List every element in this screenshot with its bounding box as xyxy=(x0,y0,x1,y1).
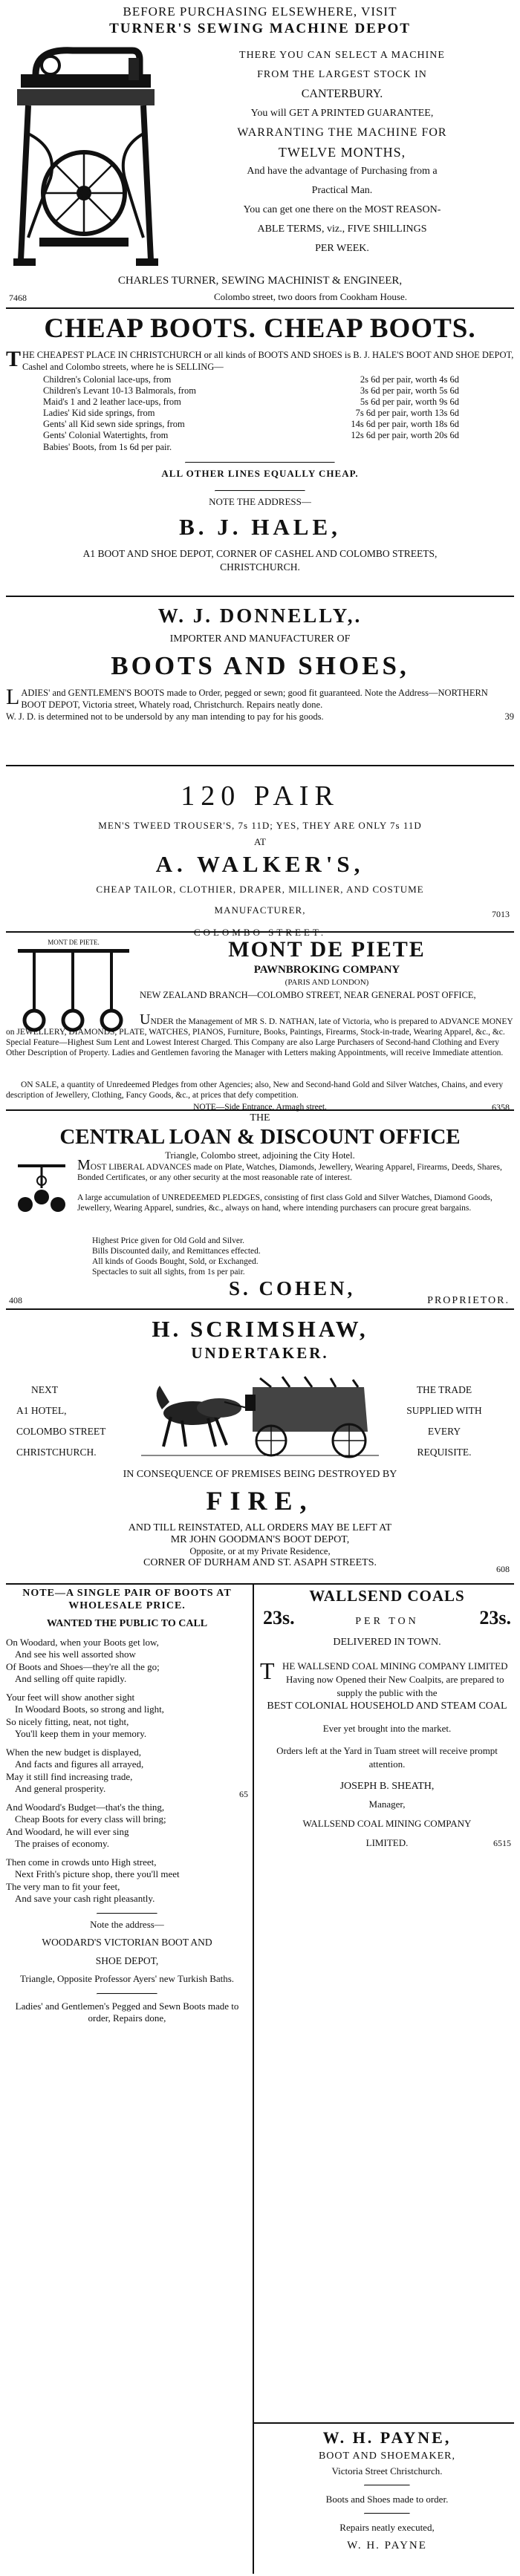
turner-line: Practical Man. xyxy=(311,185,373,196)
sewing-machine-illustration xyxy=(6,45,162,275)
payne-advert xyxy=(260,2428,514,2569)
price-row xyxy=(43,408,459,419)
cohen-ref: 408 xyxy=(9,1295,22,1305)
turner-line: WARRANTING THE MACHINE FOR xyxy=(237,126,447,139)
cohen-list xyxy=(92,1236,508,1277)
verse-line: Your feet will show another sight xyxy=(6,1691,135,1703)
verse-line: And save your cash right pleasantly. xyxy=(15,1893,155,1904)
scrimshaw-line-3: Opposite, or at my Private Residence, xyxy=(189,1546,331,1556)
donnelly-headline: BOOTS AND SHOES, xyxy=(111,651,409,680)
short-rule xyxy=(364,2485,410,2486)
turner-line: TWELVE MONTHS, xyxy=(278,145,406,160)
cohen-emblem xyxy=(10,1158,73,1218)
woodard-wanted: WANTED THE PUBLIC TO CALL xyxy=(46,1618,208,1629)
short-rule xyxy=(97,1993,157,1995)
woodard-name-2: SHOE DEPOT, xyxy=(95,1954,159,1966)
piete-dropcap: U xyxy=(140,1011,151,1028)
scrimshaw-right xyxy=(385,1380,504,1463)
cohen-line: All kinds of Goods Bought, Sold, or Exchanged. xyxy=(92,1257,259,1266)
turner-advert xyxy=(6,3,514,306)
price-value: 2s 6d per pair, worth 4s 6d xyxy=(360,374,459,385)
verse-line: In Woodard Boots, so strong and light, xyxy=(15,1703,164,1715)
turner-line: FROM THE LARGEST STOCK IN xyxy=(257,69,427,80)
piete-note: NOTE—Side Entrance, Armagh street. xyxy=(193,1103,327,1112)
walker-advert xyxy=(6,769,514,938)
divider xyxy=(6,1308,514,1310)
wallsend-limited: LIMITED. xyxy=(365,1837,409,1848)
cohen-title: PROPRIETOR. xyxy=(427,1295,510,1306)
turner-address: Colombo street, two doors from Cookham House. xyxy=(214,291,407,302)
scrimshaw-line-4: CORNER OF DURHAM AND ST. ASAPH STREETS. xyxy=(143,1557,377,1568)
wallsend-company: WALLSEND COAL MINING COMPANY xyxy=(302,1818,472,1829)
short-rule xyxy=(364,2513,410,2514)
price-value: 12s 6d per pair, worth 20s 6d xyxy=(351,430,459,440)
scrimshaw-left xyxy=(16,1380,105,1463)
walker-ref: 7013 xyxy=(492,909,510,919)
piete-paren: (PARIS AND LONDON) xyxy=(285,978,369,987)
scrimshaw-right-line: EVERY xyxy=(427,1426,461,1437)
donnelly-sub: IMPORTER AND MANUFACTURER OF xyxy=(169,633,351,645)
price-row xyxy=(43,374,459,385)
divider xyxy=(6,596,514,597)
woodard-verse xyxy=(6,1692,248,1741)
price-row xyxy=(43,419,459,430)
piete-company: PAWNBROKING COMPANY xyxy=(253,964,400,976)
walker-street: COLOMBO STREET. xyxy=(193,927,327,938)
verse-line: Then come in crowds unto High street, xyxy=(6,1856,157,1868)
wallsend-price-row xyxy=(260,1607,514,1628)
hale-headline: CHEAP BOOTS. CHEAP BOOTS. xyxy=(44,313,476,344)
scrimshaw-right-line: THE TRADE xyxy=(416,1384,472,1395)
cohen-line: Bills Discounted daily, and Remittances effected. xyxy=(92,1247,261,1256)
verse-line: You'll keep them in your memory. xyxy=(15,1728,147,1739)
cohen-sub: Triangle, Colombo street, adjoining the City Hotel. xyxy=(165,1150,355,1161)
piete-branch: NEW ZEALAND BRANCH—COLOMBO STREET, NEAR GENERAL POST OFFICE, xyxy=(140,990,476,1000)
price-row xyxy=(43,385,459,397)
scrimshaw-line-1: AND TILL REINSTATED, ALL ORDERS MAY BE LEFT AT xyxy=(128,1522,392,1533)
cohen-body-2: A large accumulation of UNREDEEMED PLEDGES, consisting of first class Gold and Silver Watches, Diamond Goods, Jewellery, Wearing Apparel, sundries, &c., always on hand, where intending purchasers can procure great bargains. xyxy=(77,1193,493,1213)
scrimshaw-left-line: NEXT xyxy=(31,1384,58,1395)
turner-headline-2: TURNER'S SEWING MACHINE DEPOT xyxy=(109,21,411,36)
hale-intro-text: HE CHEAPEST PLACE IN CHRISTCHURCH or all kinds of BOOTS AND SHOES is B. J. HALE'S BOOT AND SHOE DEPOT, Cashel and Colombo streets, where he is SELLING— xyxy=(22,350,514,372)
scrimshaw-line-2: MR JOHN GOODMAN'S BOOT DEPOT, xyxy=(170,1534,350,1545)
price-item: Maid's 1 and 2 leather lace-ups, from xyxy=(43,397,181,407)
piete-ref: 6358 xyxy=(492,1102,510,1112)
scrimshaw-left-line: COLOMBO STREET xyxy=(16,1426,106,1437)
walker-at: AT xyxy=(254,836,266,847)
price-item: Children's Levant 10-13 Balmorals, from xyxy=(43,385,197,396)
price-value: 5s 6d per pair, worth 9s 6d xyxy=(360,397,459,407)
short-rule xyxy=(185,462,335,463)
woodard-notice: NOTE—A SINGLE PAIR OF BOOTS AT WHOLESALE PRICE. xyxy=(22,1588,232,1611)
turner-line: And have the advantage of Purchasing from a xyxy=(247,166,438,177)
divider xyxy=(6,765,514,766)
verse-line: And general prosperity. xyxy=(15,1783,106,1794)
divider xyxy=(6,931,514,933)
payne-repairs: Repairs neatly executed, xyxy=(339,2522,435,2533)
walker-sub-1: CHEAP TAILOR, CLOTHIER, DRAPER, MILLINER, AND COSTUME xyxy=(96,884,424,895)
price-row xyxy=(43,430,459,441)
verse-line: Cheap Boots for every class will bring; xyxy=(15,1813,166,1825)
donnelly-body-text: ADIES' and GENTLEMEN'S BOOTS made to Order, pegged or sewn; good fit guaranteed. Note the Address—NORTHERN BOOT DEPOT, Victoria street, Whately road, Christchurch. Repairs neatly done. xyxy=(21,688,488,710)
woodard-note: Note the address— xyxy=(90,1918,164,1930)
wallsend-manager: Manager, xyxy=(368,1799,406,1810)
cohen-body-text: OST LIBERAL ADVANCES made on Plate, Watches, Diamonds, Jewellery, Wearing Apparel, Firearms, Deeds, Shares, Bonded Certificates, or any other security at the most reasonable rate of interest. xyxy=(77,1163,502,1182)
cohen-the: THE xyxy=(250,1112,270,1124)
donnelly-name: W. J. DONNELLY,. xyxy=(157,604,363,627)
scrimshaw-right-line: REQUISITE. xyxy=(417,1447,472,1458)
walker-name: A. WALKER'S, xyxy=(155,851,365,877)
verse-line: And selling off quite rapidly. xyxy=(15,1673,127,1684)
turner-line: PER WEEK. xyxy=(315,243,369,254)
donnelly-advert xyxy=(6,601,514,765)
wallsend-per-ton: PER TON xyxy=(355,1616,419,1627)
price-value: 14s 6d per pair, worth 18s 6d xyxy=(351,419,459,429)
price-item: Children's Colonial lace-ups, from xyxy=(43,374,172,385)
column-divider xyxy=(253,1585,254,2574)
price-item: Gents' all Kid sewn side springs, from xyxy=(43,419,185,429)
cohen-line: Spectacles to suit all sights, from 1s per pair. xyxy=(92,1268,245,1276)
price-value: 3s 6d per pair, worth 5s 6d xyxy=(360,385,459,396)
verse-line: And Woodard, he will ever sing xyxy=(6,1825,129,1837)
wallsend-body-text: HE WALLSEND COAL MINING COMPANY LIMITED Having now Opened their New Coalpits, are prepared to supply the public with the xyxy=(282,1660,508,1698)
piete-body-text: NDER the Management of MR S. D. NATHAN, late of Victoria, who is prepared to ADVANCE MONEY on JEWELLERY, DIAMONDS, PLATE, WATCHES, PIANOS, Furniture, Books, Paintings, Firearms, Stock-in-trade, Wearing Apparel, &c., &c. Special Feature—Highest Sum Lent and Lowest Interest Charged. This Company are also Large Purchasers of Second-hand Clothing and Every Other Description of Property. Ladies and Gentlemen favoring the Manager with Letters making Appointments, will receive Immediate attention. xyxy=(6,1017,513,1057)
verse-line: So nicely fitting, neat, not tight, xyxy=(6,1715,129,1727)
divider xyxy=(6,307,514,309)
hale-advert xyxy=(6,312,514,593)
hale-price-list xyxy=(43,374,459,453)
piete-body-2: ON SALE, a quantity of Unredeemed Pledges from other Agencies; also, New and Second-hand Gold and Silver Watches, Chains, and every description of Jewellery, Clothing, Fancy Goods, &c., at prices that defy competition. xyxy=(6,1080,504,1100)
price-value: 7s 6d per pair, worth 13s 6d xyxy=(355,408,459,418)
hearse-icon xyxy=(141,1372,379,1461)
woodard-verse xyxy=(6,1637,248,1686)
hearse-illustration xyxy=(141,1372,379,1461)
scrimshaw-left-line: CHRISTCHURCH. xyxy=(16,1447,97,1458)
wallsend-advert xyxy=(260,1589,514,1960)
woodard-ref: 65 xyxy=(239,1788,248,1799)
woodard-footer: Ladies' and Gentlemen's Pegged and Sewn Boots made to order, Repairs done, xyxy=(15,2000,239,2024)
piete-advert xyxy=(6,937,514,1132)
wallsend-best: BEST COLONIAL HOUSEHOLD AND STEAM COAL xyxy=(267,1701,507,1712)
walker-line: MEN'S TWEED TROUSER'S, 7s 11D; YES, THEY ARE ONLY 7s 11D xyxy=(98,820,422,831)
scrimshaw-right-line: SUPPLIED WITH xyxy=(406,1405,482,1416)
wallsend-title: WALLSEND COALS xyxy=(309,1587,465,1605)
turner-body xyxy=(173,46,511,258)
donnelly-dropcap: L xyxy=(6,685,20,709)
verse-line: And see his well assorted show xyxy=(15,1649,136,1660)
turner-ref: 7468 xyxy=(9,293,27,303)
cohen-dropcap: M xyxy=(77,1157,91,1173)
scrimshaw-footer xyxy=(6,1522,514,1589)
divider xyxy=(6,1583,514,1585)
woodard-name-1: WOODARD'S VICTORIAN BOOT AND xyxy=(42,1937,212,1948)
walker-sub-2: MANUFACTURER, xyxy=(214,904,306,916)
turner-line: CANTERBURY. xyxy=(301,88,383,100)
wallsend-price-2: 23s. xyxy=(479,1607,511,1628)
verse-line: And facts and figures all arrayed, xyxy=(15,1758,144,1770)
turner-line: THERE YOU CAN SELECT A MACHINE xyxy=(239,50,445,61)
hale-intro xyxy=(6,349,514,373)
piete-body xyxy=(6,1011,514,1058)
scrimshaw-name: H. SCRIMSHAW, xyxy=(152,1316,368,1342)
hale-address-2: CHRISTCHURCH. xyxy=(220,561,300,573)
divider xyxy=(254,2422,514,2424)
piete-emblem-label: MONT DE PIETE. xyxy=(48,939,100,946)
turner-line: You will GET A PRINTED GUARANTEE, xyxy=(250,108,434,119)
walker-headline: 120 PAIR xyxy=(181,780,339,812)
hale-dropcap: T xyxy=(6,347,22,371)
wallsend-limited-row xyxy=(260,1836,514,1850)
donnelly-body xyxy=(6,687,514,711)
verse-line: On Woodard, when your Boots get low, xyxy=(6,1636,159,1648)
wallsend-ever: Ever yet brought into the market. xyxy=(322,1723,452,1734)
cohen-body xyxy=(77,1157,514,1183)
payne-trade: BOOT AND SHOEMAKER, xyxy=(318,2451,456,2462)
price-item: Gents' Colonial Watertights, from xyxy=(43,430,169,440)
short-rule xyxy=(215,490,305,492)
donnelly-body-2 xyxy=(6,711,514,723)
turner-line: ABLE TERMS, viz., FIVE SHILLINGS xyxy=(257,224,427,235)
woodard-verse xyxy=(6,1856,248,1905)
turner-line: You can get one there on the MOST REASON- xyxy=(243,204,441,215)
donnelly-ref: 39 xyxy=(504,711,514,722)
hale-address-1: A1 BOOT AND SHOE DEPOT, CORNER OF CASHEL AND COLOMBO STREETS, xyxy=(82,548,438,559)
price-row xyxy=(43,397,459,408)
wallsend-ref: 6515 xyxy=(493,1838,511,1848)
pawn-emblem-icon xyxy=(10,1158,73,1218)
turner-headline-1: BEFORE PURCHASING ELSEWHERE, VISIT xyxy=(123,4,397,19)
woodard-verse xyxy=(6,1747,248,1796)
hale-note: NOTE THE ADDRESS— xyxy=(209,496,311,507)
hale-name: B. J. HALE, xyxy=(179,514,341,540)
hale-all-other: ALL OTHER LINES EQUALLY CHEAP. xyxy=(161,468,359,479)
scrimshaw-left-line: A1 HOTEL, xyxy=(16,1405,67,1416)
short-rule xyxy=(97,1913,157,1914)
piete-headline: MONT DE PIETE xyxy=(228,937,426,962)
cohen-headline: CENTRAL LOAN & DISCOUNT OFFICE xyxy=(59,1125,461,1149)
wallsend-dropcap: T xyxy=(260,1657,275,1684)
scrimshaw-advert xyxy=(6,1311,514,1509)
woodard-advert xyxy=(6,1588,248,2572)
verse-line: The praises of economy. xyxy=(15,1838,109,1849)
woodard-verse xyxy=(6,1801,248,1851)
turner-footer: CHARLES TURNER, SEWING MACHINIST & ENGINEER, xyxy=(117,275,403,287)
sewing-machine-icon xyxy=(6,45,162,275)
hale-babies: Babies' Boots, from 1s 6d per pair. xyxy=(43,442,172,452)
scrimshaw-consequence: IN CONSEQUENCE OF PREMISES BEING DESTROYED BY xyxy=(123,1469,397,1480)
verse-line: When the new budget is displayed, xyxy=(6,1746,141,1758)
scrimshaw-fire: FIRE, xyxy=(206,1486,314,1516)
verse-line: May it still find increasing trade, xyxy=(6,1770,133,1782)
wallsend-manager-name: JOSEPH B. SHEATH, xyxy=(339,1781,435,1792)
wallsend-orders: Orders left at the Yard in Tuam street will receive prompt attention. xyxy=(276,1745,498,1770)
payne-addr: Victoria Street Christchurch. xyxy=(331,2465,443,2476)
payne-sig: W. H. PAYNE xyxy=(347,2540,427,2551)
verse-line: And Woodard's Budget—that's the thing, xyxy=(6,1801,165,1813)
verse-line: The very man to fit your feet, xyxy=(6,1880,120,1892)
payne-name: W. H. PAYNE, xyxy=(322,2428,452,2447)
woodard-addr: Triangle, Opposite Professor Ayers' new Turkish Baths. xyxy=(19,1973,235,1984)
divider xyxy=(6,1109,514,1111)
price-item: Ladies' Kid side springs, from xyxy=(43,408,155,418)
wallsend-delivered: DELIVERED IN TOWN. xyxy=(333,1637,441,1648)
cohen-advert xyxy=(6,1112,514,1306)
verse-line: Of Boots and Shoes—they're all the go; xyxy=(6,1660,160,1672)
cohen-name: S. COHEN, xyxy=(229,1277,356,1300)
verse-line: Next Frith's picture shop, there you'll meet xyxy=(15,1868,180,1879)
scrimshaw-ref: 608 xyxy=(496,1564,510,1574)
donnelly-body-2-text: W. J. D. is determined not to be undersold by any man intending to pay for his goods. xyxy=(6,711,324,722)
wallsend-price: 23s. xyxy=(263,1607,295,1628)
cohen-line: Highest Price given for Old Gold and Silver. xyxy=(92,1236,245,1245)
scrimshaw-trade: UNDERTAKER. xyxy=(191,1344,329,1362)
payne-line: Boots and Shoes made to order. xyxy=(325,2494,449,2505)
wallsend-body xyxy=(260,1657,514,1700)
